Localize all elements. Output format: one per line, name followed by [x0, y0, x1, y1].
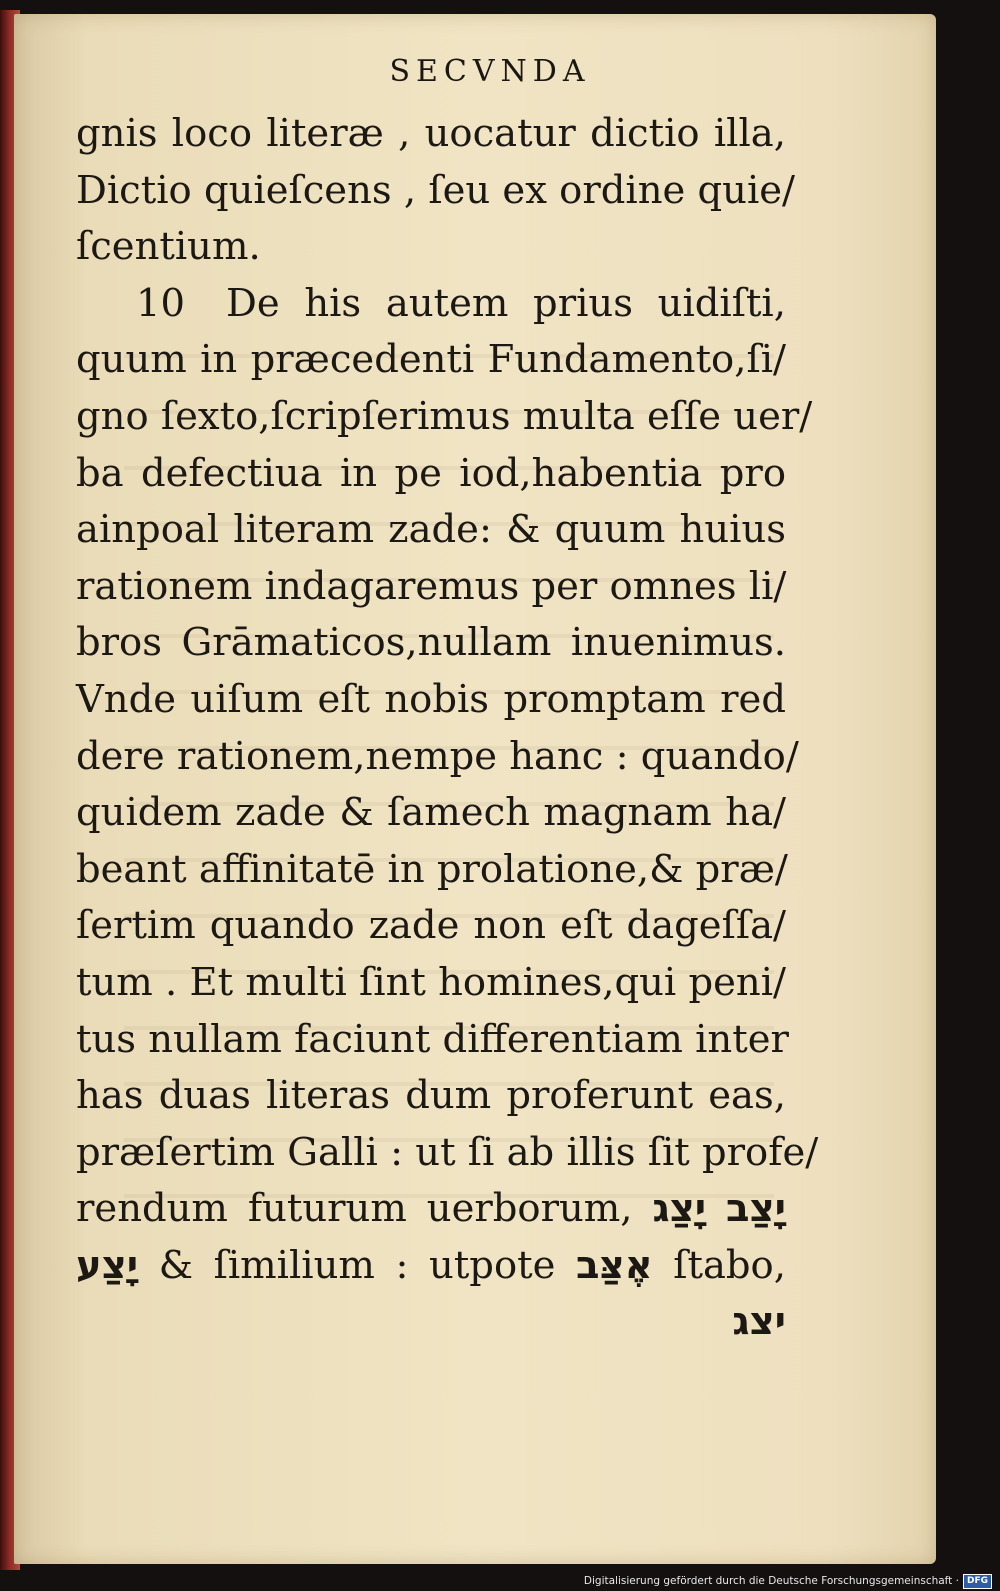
- text-line: [76, 1238, 786, 1295]
- text-line: rationem indagaremus per omnes li/: [76, 563, 787, 609]
- credit-text: Digitalisierung gefördert durch die Deutsche Forschungsgemeinschaft ·: [583, 1575, 959, 1587]
- text-line: bros Grāmaticos,nullam inuenimus.: [76, 620, 786, 666]
- hebrew-word: יָצַג: [652, 1186, 707, 1232]
- dfg-logo: DFG: [963, 1574, 992, 1589]
- book-page: [14, 14, 936, 1564]
- text-line: quum in præcedenti Fundamento,ſi/: [76, 337, 786, 383]
- text-line: Vnde uiſum eſt nobis promptam red: [76, 676, 786, 722]
- digitization-credit: [584, 1573, 992, 1589]
- text-line: ſcentium.: [76, 224, 261, 270]
- text-line-content: rendum futurum uerborum,: [76, 1186, 633, 1232]
- section-number: 10: [136, 280, 185, 326]
- text-line: ſertim quando zade non eſt dageſſa/: [76, 903, 786, 949]
- text-line: [76, 1181, 786, 1238]
- text-line: gno ſexto,ſcripſerimus multa eſſe uer/: [76, 393, 813, 439]
- text-line: tus nullam faciunt differentiam inter: [76, 1016, 789, 1062]
- running-header: SECVNDA: [389, 54, 591, 89]
- body-text: [76, 106, 819, 1351]
- text-line: [76, 276, 786, 333]
- text-line-content: ſtabo,: [673, 1242, 786, 1288]
- hebrew-word: אֶצַּב: [575, 1242, 653, 1288]
- text-line: præſertim Galli : ut ſi ab illis ſit profe/: [76, 1129, 819, 1175]
- text-line: has duas literas dum proferunt eas,: [76, 1073, 786, 1119]
- text-line: Dictio quieſcens , ſeu ex ordine quie/: [76, 167, 796, 213]
- text-line: quidem zade & ſamech magnam ha/: [76, 790, 786, 836]
- text-line: dere rationem,nempe hanc : quando/: [76, 733, 799, 779]
- text-line: gnis loco literæ , uocatur dictio illa,: [76, 111, 786, 156]
- text-line-content: De his autem prius uidiſti,: [226, 280, 786, 326]
- text-line: ainpoal literam zade: & quum huius: [76, 507, 786, 553]
- catchword-line: [76, 1294, 786, 1351]
- catchword: יצג: [732, 1299, 786, 1345]
- text-line-content: & ſimilium : utpote: [158, 1242, 556, 1288]
- text-line: beant affinitatē in prolatione,& præ/: [76, 846, 788, 892]
- text-line: tum . Et multi ſint homines,qui peni/: [76, 959, 786, 1005]
- hebrew-word: יָצַע: [76, 1242, 139, 1288]
- hebrew-word: יָצַב: [726, 1186, 786, 1232]
- text-line: ba defectiua in pe iod,habentia pro: [76, 450, 786, 496]
